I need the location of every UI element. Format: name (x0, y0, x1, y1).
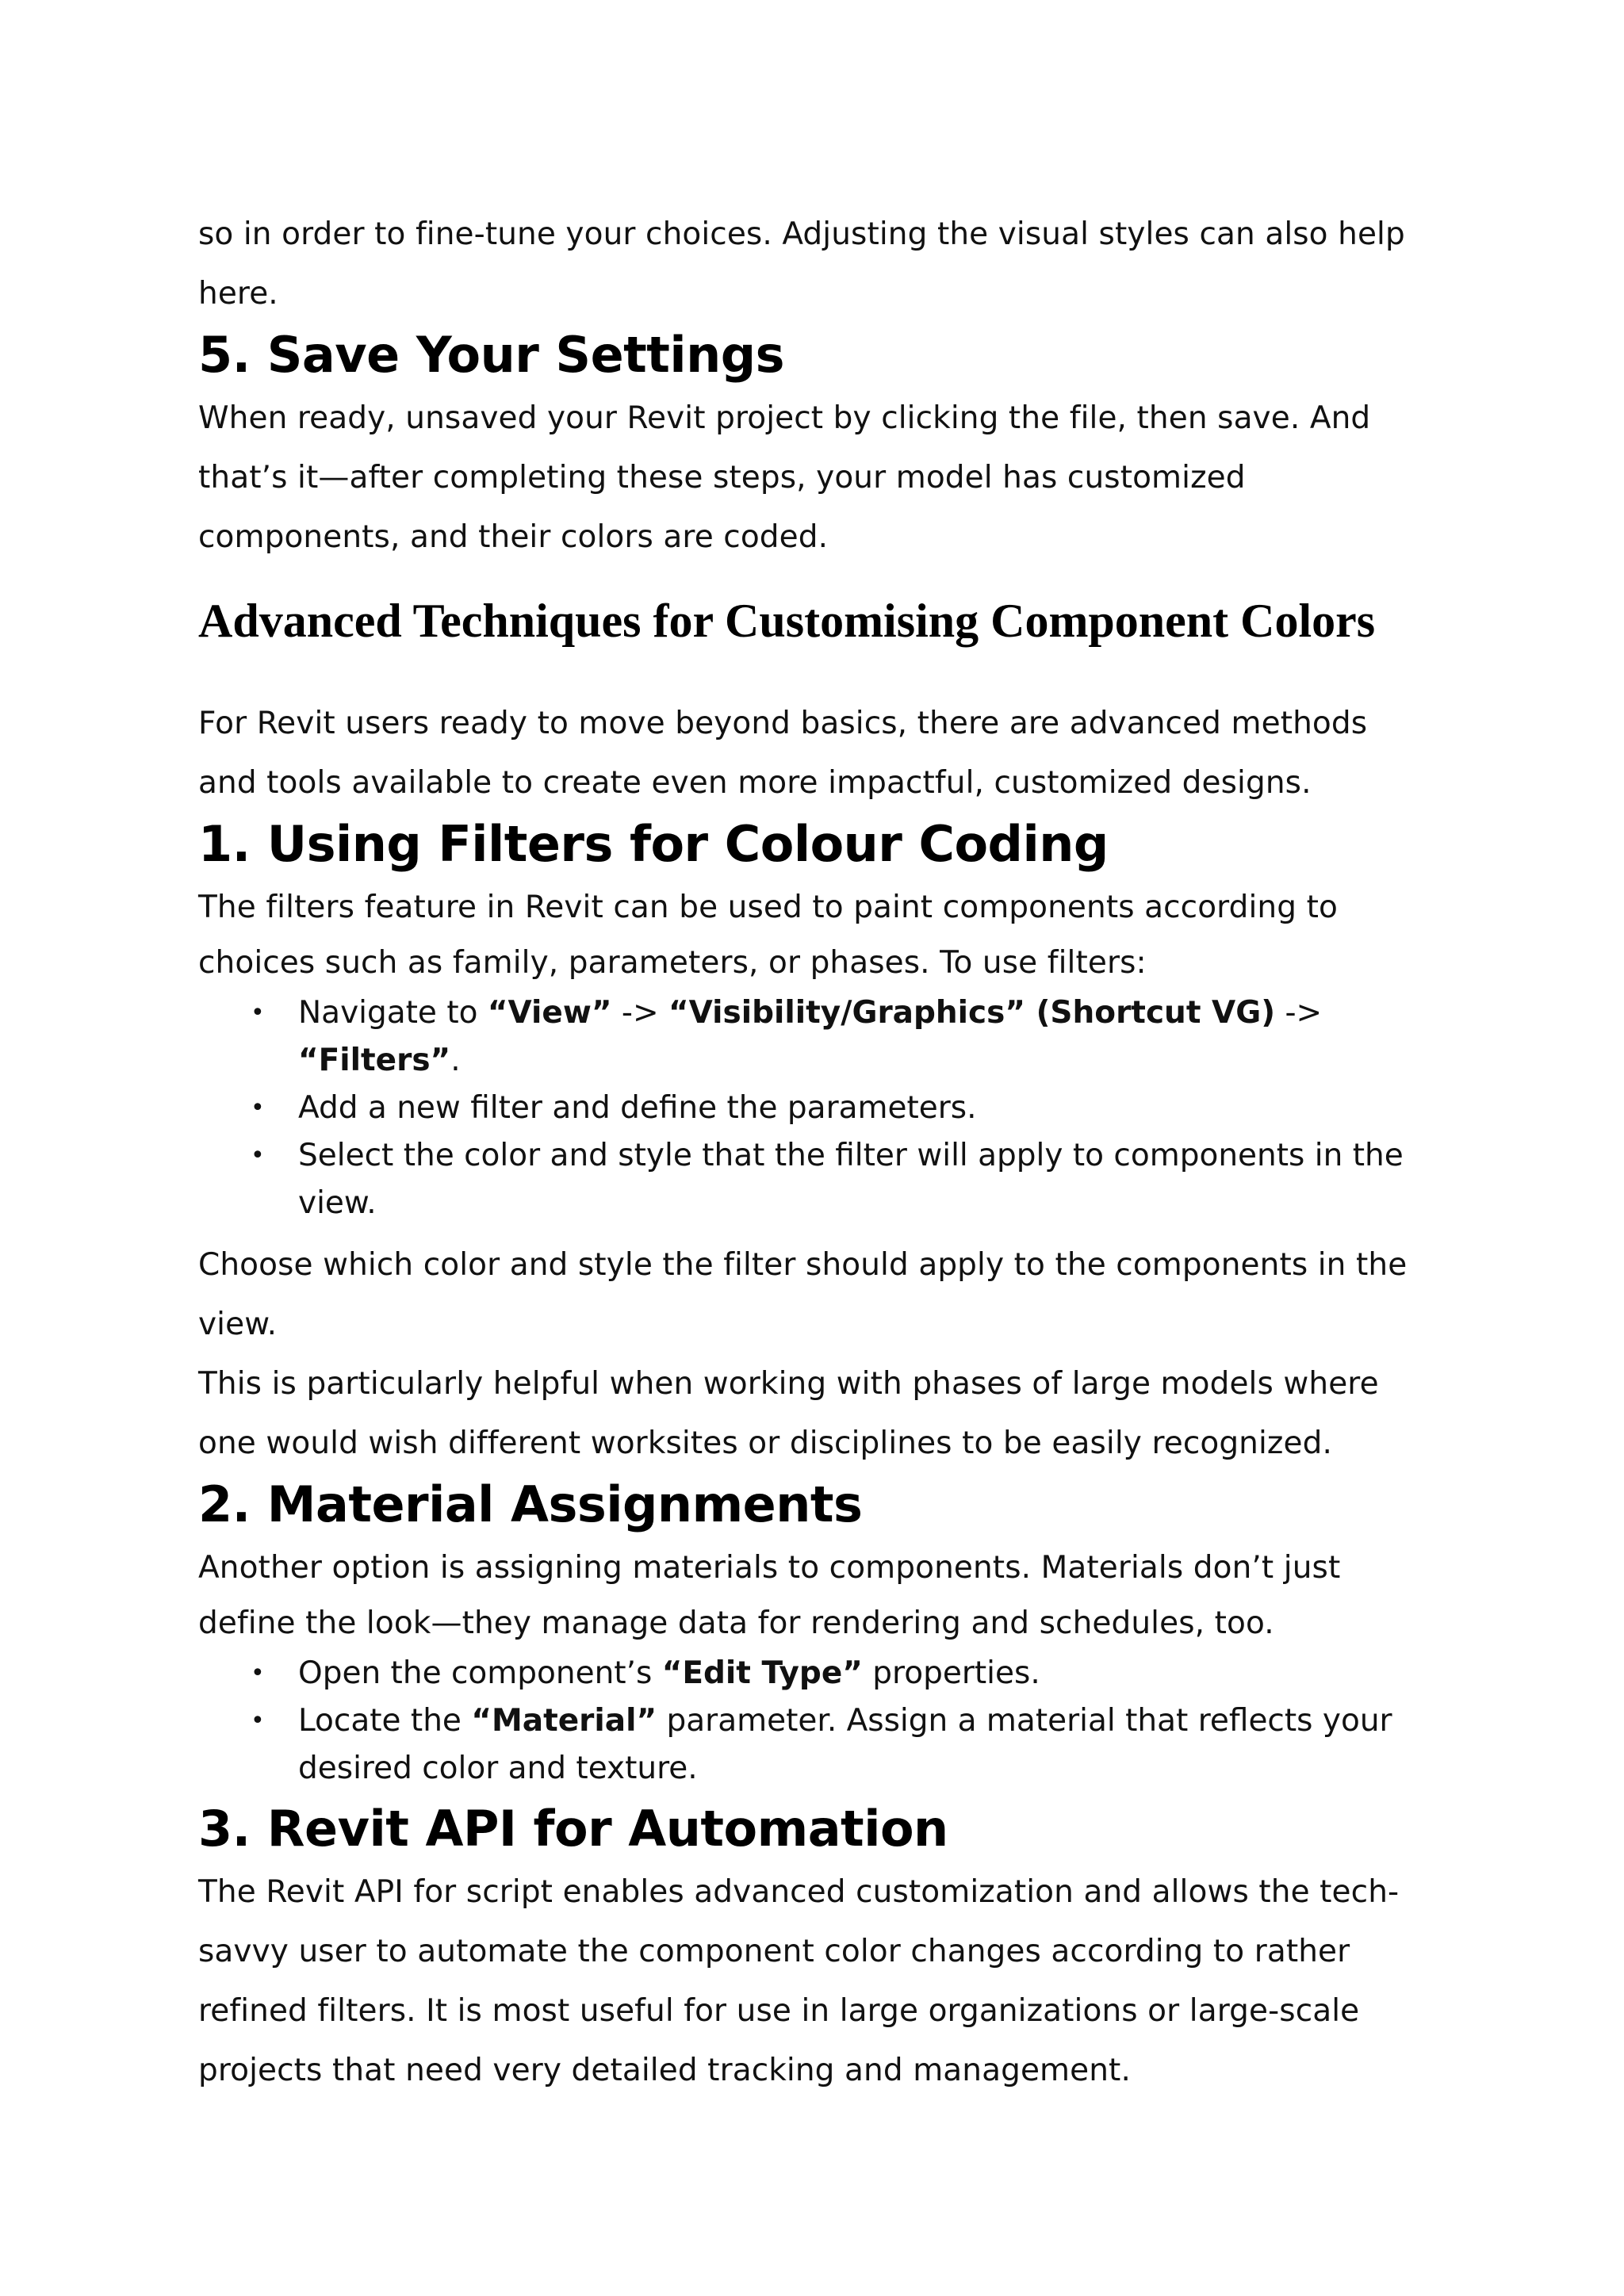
heading-advanced-techniques: Advanced Techniques for Customising Component Colors (198, 595, 1376, 647)
materials-line-2: define the look—they manage data for rendering and schedules, too. (198, 1605, 1274, 1641)
menu-filters-label: “Filters” (298, 1043, 451, 1078)
save-line-1: When ready, unsaved your Revit project by clicking the file, then save. And (198, 400, 1371, 436)
bullet-icon: • (251, 1659, 265, 1687)
api-line-3: refined filters. It is most useful for use in large organizations or large-scale (198, 1993, 1360, 2029)
heading-using-filters: 1. Using Filters for Colour Coding (198, 815, 1109, 873)
bullet-icon: • (251, 999, 265, 1027)
filters-after-line-3: This is particularly helpful when working with phases of large models where (198, 1366, 1379, 1402)
save-line-2: that’s it—after completing these steps, your model has customized (198, 460, 1246, 496)
filters-after-line-4: one would wish different worksites or disciplines to be easily recognized. (198, 1425, 1332, 1461)
api-line-4: projects that need very detailed tracking and management. (198, 2053, 1131, 2088)
list-item: • Locate the “Material” parameter. Assign a material that reflects your desired color and texture. (251, 1697, 1435, 1793)
intro-line-2: here. (198, 276, 278, 312)
save-line-3: components, and their colors are coded. (198, 519, 829, 555)
advanced-line-1: For Revit users ready to move beyond basics, there are advanced methods (198, 706, 1368, 741)
bullet-icon: • (251, 1094, 265, 1122)
materials-steps-list (198, 1650, 1435, 1793)
intro-line-1: so in order to fine-tune your choices. Adjusting the visual styles can also help (198, 216, 1405, 252)
materials-line-1: Another option is assigning materials to components. Materials don’t just (198, 1550, 1341, 1586)
bullet-icon: • (251, 1142, 265, 1169)
menu-view-label: “View” (487, 995, 612, 1031)
list-item: • Navigate to “View” -> “Visibility/Graphics” (Shortcut VG) -> “Filters”. (251, 989, 1435, 1085)
api-line-2: savvy user to automate the component color changes according to rather (198, 1934, 1350, 1969)
heading-revit-api: 3. Revit API for Automation (198, 1800, 948, 1858)
filters-line-1: The filters feature in Revit can be used to paint components according to (198, 890, 1338, 925)
bullet-icon: • (251, 1707, 265, 1735)
heading-save-settings: 5. Save Your Settings (198, 326, 785, 384)
list-item: • Select the color and style that the filter will apply to components in the view. (251, 1132, 1435, 1227)
list-item: • Open the component’s “Edit Type” properties. (251, 1650, 1435, 1697)
edit-type-label: “Edit Type” (661, 1655, 863, 1691)
material-parameter-label: “Material” (471, 1703, 657, 1739)
menu-visibility-graphics-label: “Visibility/Graphics” (Shortcut VG) (668, 995, 1276, 1031)
heading-material-assignments: 2. Material Assignments (198, 1475, 863, 1533)
filters-after-line-1: Choose which color and style the filter should apply to the components in the (198, 1247, 1408, 1283)
list-item: • Add a new filter and define the parameters. (251, 1085, 1435, 1132)
filters-after-line-2: view. (198, 1307, 278, 1342)
document-content (198, 205, 1435, 2100)
filters-line-2: choices such as family, parameters, or phases. To use filters: (198, 945, 1147, 981)
filters-steps-list (198, 989, 1435, 1227)
advanced-line-2: and tools available to create even more impactful, customized designs. (198, 765, 1312, 801)
api-line-1: The Revit API for script enables advanced customization and allows the tech- (198, 1874, 1400, 1910)
